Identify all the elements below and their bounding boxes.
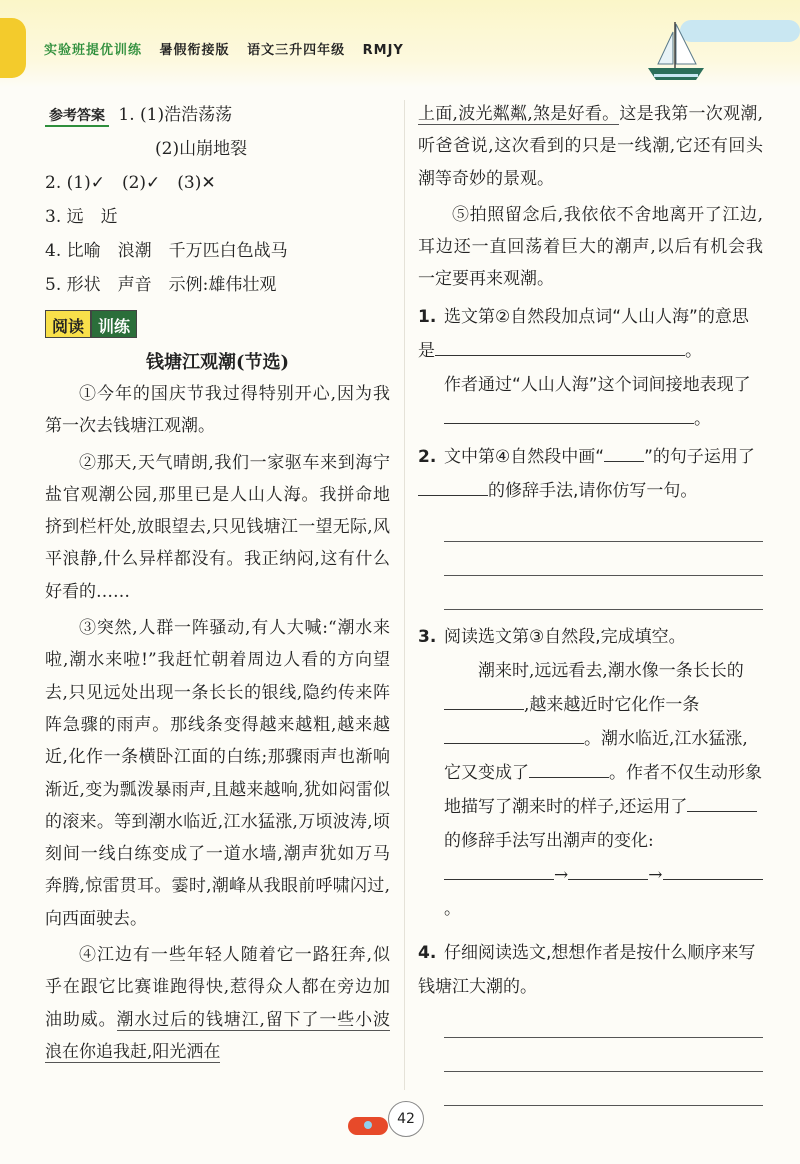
header-title-strip: [44, 39, 404, 58]
question-3-heading: 阅读选文第③自然段,完成填空。: [444, 626, 686, 647]
answer-blank-3g[interactable]: [663, 861, 763, 880]
question-3-number: 3.: [418, 626, 437, 647]
page-footer: [340, 1095, 440, 1145]
writing-line[interactable]: [444, 609, 763, 610]
left-column: [45, 98, 390, 1072]
question-2-text-a: 文中第④自然段中画“: [444, 446, 605, 467]
underlined-sentence-3: 上面,波光粼粼,煞是好看。: [418, 104, 620, 124]
writing-line[interactable]: [444, 575, 763, 576]
answer-blank-3d[interactable]: [687, 793, 757, 812]
answer-row-1: [45, 98, 390, 132]
question-3-text-a: 潮来时,远远看去,潮水像一条长长的: [478, 660, 744, 681]
question-3-text-d: 。作者不仅生动形象地描写了潮来时的样子,还运用了: [444, 762, 762, 817]
right-column: [418, 98, 763, 1110]
section-tag-part2: 训练: [91, 310, 137, 338]
paragraph-4-text-b: 这是我第一次观潮,听爸爸说,这次看到的只是一线潮,它还有回头潮等奇妙的景观。: [418, 104, 763, 189]
reading-section-tag: [45, 310, 137, 338]
paragraph-3: ③突然,人群一阵骚动,有人大喊:“潮水来啦,潮水来啦!”我赶忙朝着周边人看的方向望去,只见远处出现一条长长的银线,隐约传来阵阵急骤的雨声。那线条变得越来越粗,越来越近,化作一条横卧江面的白练;那骤雨声也渐响渐近,变为瓢泼暴雨声,且越来越响,犹如闷雷似的滚来。等到潮水临近,江水猛涨,万顷波涛,顷刻间一线白练变成了一道水墙,潮声犹如万马奔腾,惊雷贯耳。霎时,潮峰从我眼前呼啸闪过,向西面驶去。: [45, 618, 390, 929]
paragraph-2: [45, 447, 390, 608]
paragraph-4-text-a: ④江边有一些年轻人随着它一路狂奔,似乎在跟它比赛谁跑得快,惹得众人都在旁边加油助威。: [45, 945, 390, 1030]
answer-blank-3e[interactable]: [444, 861, 554, 880]
question-2-number: 2.: [418, 446, 437, 467]
answer-row-5: 5. 形状 声音 示例:雄伟壮观: [45, 275, 277, 295]
edition-name: 暑假衔接版: [159, 43, 230, 58]
answer-blank-1b[interactable]: [444, 405, 694, 424]
dotted-word: [230, 485, 302, 505]
page-header: [0, 0, 800, 88]
question-2-text-b: ”的句子运用了: [644, 446, 755, 467]
arrow-symbol: →: [648, 864, 663, 885]
answer-blank-3a[interactable]: [444, 691, 524, 710]
column-divider: [404, 100, 405, 1090]
answer-blank-3b[interactable]: [444, 725, 584, 744]
question-3-text-e: 的修辞手法写出潮声的变化:: [444, 830, 654, 851]
series-name: 实验班提优训练: [44, 43, 143, 58]
answer-blank-2a[interactable]: [604, 443, 644, 462]
answer-blank-3f[interactable]: [568, 861, 648, 880]
paragraph-1: ①今年的国庆节我过得特别开心,因为我第一次去钱塘江观潮。: [45, 384, 390, 437]
answer-blank-2b[interactable]: [418, 477, 488, 496]
answer-blank-1a[interactable]: [435, 337, 685, 356]
question-1-number: 1.: [418, 306, 437, 327]
writing-line[interactable]: [444, 541, 763, 542]
question-1: 1. 选文第②自然段加点词“人山人海”的意思是 。 作者通过“人山人海”这个词间接地表现了。: [418, 300, 763, 436]
publisher-code: RMJY: [362, 43, 404, 58]
question-4: [418, 936, 763, 1106]
subject-name: 语文三升四年级: [247, 43, 346, 58]
question-2: [418, 440, 763, 610]
writing-line[interactable]: [444, 1037, 763, 1038]
answer-row-4: 4. 比喻 浪潮 千万匹白色战马: [45, 241, 288, 261]
question-2-text-c: 的修辞手法,请你仿写一句。: [488, 480, 698, 501]
question-4-text: 仔细阅读选文,想想作者是按什么顺序来写钱塘江大潮的。: [418, 942, 756, 997]
answer-blank-3c[interactable]: [529, 759, 609, 778]
answer-key-tag: 参考答案: [45, 107, 109, 127]
answer-row-3: 3. 远 近: [45, 207, 118, 227]
question-1-text-b: 作者通过“人山人海”这个词间接地表现了: [444, 374, 751, 395]
answer-text: 1. (1)浩浩荡荡: [118, 105, 233, 125]
paragraph-2-text-a: ②那天,天气晴朗,我们一家驱车来到海宁盐官观潮公园,那里已是: [45, 452, 390, 505]
dotted-word-text: 人山人海: [230, 484, 302, 505]
writing-line[interactable]: [444, 1071, 763, 1072]
section-tag-part1: 阅读: [45, 310, 91, 338]
question-1-text-a: 选文第②自然段加点词“人山人海”的意思是: [418, 306, 749, 361]
submarine-window-icon: [364, 1121, 372, 1129]
page-number: 42: [388, 1101, 424, 1137]
paragraph-2-text-b: 。我拼命地挤到栏杆处,放眼望去,只见钱塘江一望无际,风平浪静,什么异样都没有。我正纳闷,这有什么好看的……: [45, 484, 391, 602]
paragraph-4-cont: [418, 98, 763, 195]
answer-row-2: 2. (1)✓ (2)✓ (3)✕: [45, 173, 216, 193]
answer-row-1b: (2)山崩地裂: [155, 139, 248, 159]
question-4-number: 4.: [418, 942, 437, 963]
underlined-sentence-2: 留下了一些小波浪在你追我赶,阳光洒在: [45, 1009, 391, 1062]
article-title: 钱塘江观潮(节选): [145, 352, 290, 373]
paragraph-5: ⑤拍照留念后,我依依不舍地离开了江边,耳边还一直回荡着巨大的潮声,以后有机会我一定要再来观潮。: [418, 204, 763, 290]
question-3-text-c: 。潮水临近,江水猛涨,它又变成了: [444, 728, 748, 783]
underlined-sentence-1: 潮水过后的钱塘江,: [116, 1009, 265, 1030]
paragraph-4-start: [45, 939, 390, 1068]
arrow-symbol: →: [554, 864, 569, 885]
question-3: 3. 阅读选文第③自然段,完成填空。 潮来时,远远看去,潮水像一条长长的,越来越近时它化作一条。潮水临近,江水猛涨,它又变成了 。作者不仅生动形象地描写了潮来时的样子,还运用了的修辞手法写出潮声的变化:→ →。: [418, 620, 763, 926]
question-3-text-b: ,越来越近时它化作一条: [524, 694, 700, 715]
header-decoration: [0, 18, 26, 78]
sailboat-icon: [640, 18, 710, 88]
writing-line[interactable]: [444, 1105, 763, 1106]
